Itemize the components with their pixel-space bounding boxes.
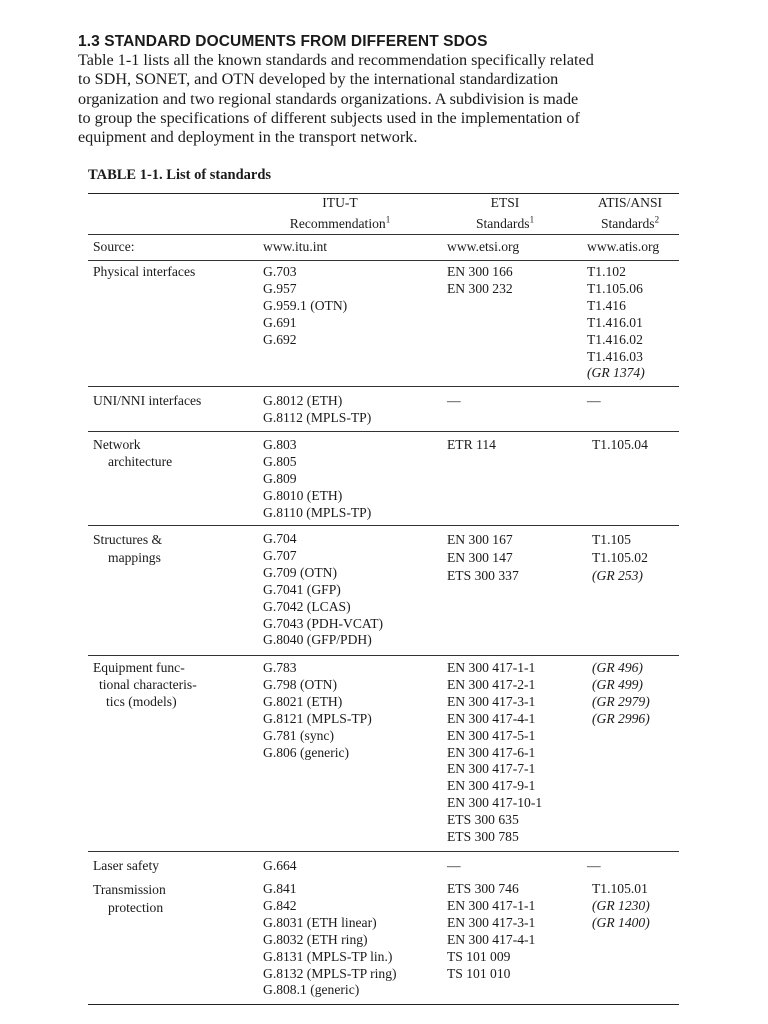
intro-paragraph — [78, 51, 698, 147]
source-atis: www.atis.org — [587, 239, 660, 254]
header-etsi-line1: ETSI — [490, 195, 520, 210]
row-itu: G.8012 (ETH) G.8112 (MPLS-TP) — [263, 393, 372, 425]
paragraph-line: to SDH, SONET, and OTN developed by the international standardization — [78, 70, 559, 89]
row-itu: G.783 G.798 (OTN) G.8021 (ETH) G.8121 (MPLS-TP) G.781 (sync) G.806 (generic) — [263, 660, 372, 760]
row-rule — [88, 655, 679, 656]
row-atis: T1.105.01 (GR 1230) (GR 1400) — [592, 881, 650, 930]
header-etsi-line2: Standards$^1$ — [475, 214, 535, 231]
paragraph-line: Table 1-1 lists all the known standards and recommendation specifically related — [78, 51, 594, 69]
row-subject: Equipment func- tional characteris- tics (models) — [93, 660, 197, 709]
row-itu: G.803 G.805 G.809 G.8010 (ETH) G.8110 (MPLS-TP) — [263, 437, 372, 520]
source-rule — [88, 260, 679, 261]
header-atis — [575, 195, 685, 233]
row-subject: Laser safety — [93, 858, 160, 873]
row-rule — [88, 431, 679, 432]
paragraph-line: to group the specifications of different subjects used in the implementation of — [78, 108, 580, 127]
row-subject: Structures & mappings — [93, 532, 163, 565]
row-etsi: ETS 300 746 EN 300 417-1-1 EN 300 417-3-1 EN 300 417-4-1 TS 101 009 TS 101 010 — [447, 881, 536, 981]
row-atis: T1.102 T1.105.06 T1.416 T1.416.01 T1.416.02 T1.416.03 (GR 1374) — [587, 264, 645, 381]
row-atis: T1.105 T1.105.02 (GR 253) — [592, 532, 648, 583]
header-atis-line1: ATIS/ANSI — [597, 195, 663, 210]
header-itu-line1: ITU-T — [322, 195, 358, 210]
row-itu: G.664 — [263, 858, 297, 873]
row-rule — [88, 851, 679, 852]
source-label: Source: — [93, 239, 135, 254]
source-itu: www.itu.int — [263, 239, 328, 254]
row-subject: UNI/NNI interfaces — [93, 393, 202, 408]
row-atis: T1.105.04 — [592, 437, 648, 452]
row-atis: (GR 496) (GR 499) (GR 2979) (GR 2996) — [592, 660, 650, 726]
header-etsi — [445, 195, 565, 233]
table-bottom-rule — [88, 1004, 679, 1005]
header-itu — [250, 195, 430, 233]
table-caption: TABLE 1-1. List of standards — [88, 167, 272, 183]
row-rule — [88, 386, 679, 387]
row-atis: — — [587, 858, 601, 873]
header-itu-line2: Recommendation$^1$ — [289, 214, 391, 231]
row-subject: Transmission protection — [93, 882, 166, 915]
row-itu: G.704 G.707 G.709 (OTN) G.7041 (GFP) G.7042 (LCAS) G.7043 (PDH-VCAT) G.8040 (GFP/PDH) — [263, 531, 384, 648]
section-heading: 1.3 STANDARD DOCUMENTS FROM DIFFERENT SDOS — [78, 33, 488, 50]
paragraph-line: organization and two regional standards organizations. A subdivision is made — [78, 89, 579, 108]
row-rule — [88, 525, 679, 526]
row-etsi: EN 300 417-1-1 EN 300 417-2-1 EN 300 417-3-1 EN 300 417-4-1 EN 300 417-5-1 EN 300 417-6-1 EN 300 417-7-1 EN 300 417-9-1 EN 300 417-10-1 ETS 300 635 ETS 300 785 — [447, 660, 543, 845]
row-subject: Physical interfaces — [93, 264, 196, 279]
source-etsi: www.etsi.org — [447, 239, 520, 254]
row-itu: G.841 G.842 G.8031 (ETH linear) G.8032 (ETH ring) G.8131 (MPLS-TP lin.) G.8132 (MPLS-TP ring) G.808.1 (generic) — [263, 881, 397, 998]
paragraph-line: equipment and deployment in the transport network. — [78, 128, 418, 147]
row-etsi: EN 300 166 EN 300 232 — [447, 264, 513, 296]
row-atis: — — [587, 393, 601, 408]
row-etsi: — — [447, 393, 461, 408]
header-atis-line2: Standards$^2$ — [600, 214, 660, 231]
row-subject: Network architecture — [93, 437, 173, 469]
row-itu: G.703 G.957 G.959.1 (OTN) G.691 G.692 — [263, 264, 348, 347]
row-etsi: — — [447, 858, 461, 873]
row-etsi: EN 300 167 EN 300 147 ETS 300 337 — [447, 532, 519, 583]
header-rule — [88, 234, 679, 235]
row-etsi: ETR 114 — [447, 437, 496, 452]
